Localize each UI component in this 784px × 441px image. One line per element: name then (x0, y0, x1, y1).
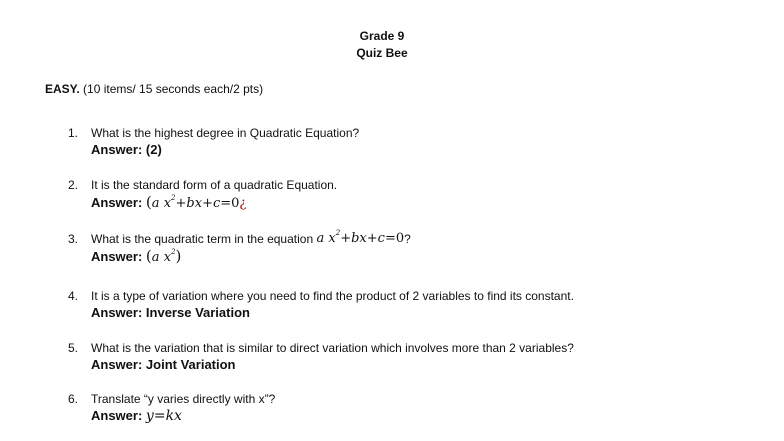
answer-math-quadratic-term: (a $x^2$) (145, 247, 182, 265)
answer-math-standard-form: (a $x^2+bx+c=0¿$ (145, 193, 247, 211)
item-question: What is the quadratic term in the equation (91, 232, 317, 246)
quiz-item-5 (68, 340, 758, 374)
item-question: What is the variation that is similar to direct variation which involves more than 2 variables? (91, 341, 574, 355)
item-number: 3. (68, 232, 79, 246)
item-number: 5. (68, 341, 79, 355)
red-inverted-question-glyph: ¿ (239, 196, 247, 211)
title-grade: Grade 9 (359, 29, 405, 43)
document-title (0, 28, 764, 62)
item-number: 2. (68, 178, 79, 192)
item-answer (91, 193, 758, 213)
item-number: 4. (68, 289, 79, 303)
question-end: ? (404, 232, 411, 246)
item-number: 1. (68, 126, 79, 140)
answer-text: (2) (145, 142, 162, 157)
item-answer (91, 407, 758, 425)
answer-label: Answer: (91, 305, 143, 320)
title-quiz-bee: Quiz Bee (356, 46, 408, 60)
item-answer (91, 247, 758, 267)
item-answer (91, 356, 758, 374)
quiz-item-2 (68, 177, 758, 213)
item-question: What is the highest degree in Quadratic Equation? (91, 126, 360, 140)
item-question: Translate “y varies directly with x”? (91, 392, 276, 406)
section-level: EASY. (45, 82, 80, 96)
answer-label: Answer: (91, 408, 143, 423)
answer-text: Joint Variation (145, 357, 236, 372)
section-heading-easy (45, 81, 263, 97)
item-number: 6. (68, 392, 79, 406)
answer-math-direct-variation: y=kx (145, 408, 182, 424)
answer-label: Answer: (91, 142, 143, 157)
quiz-item-4 (68, 288, 758, 322)
quiz-item-6 (68, 391, 758, 425)
quiz-item-1 (68, 125, 758, 159)
quiz-item-3 (68, 231, 758, 267)
answer-label: Answer: (91, 249, 143, 264)
item-answer (91, 304, 758, 322)
answer-text: Inverse Variation (145, 305, 250, 320)
answer-label: Answer: (91, 357, 143, 372)
question-math-equation: a $x^2+bx+c=0$ (316, 229, 405, 246)
item-question: It is a type of variation where you need to find the product of 2 variables to find its constant. (91, 289, 574, 303)
item-question: It is the standard form of a quadratic Equation. (91, 178, 338, 192)
answer-label: Answer: (91, 195, 143, 210)
section-details: (10 items/ 15 seconds each/2 pts) (79, 82, 264, 96)
item-answer (91, 141, 758, 159)
